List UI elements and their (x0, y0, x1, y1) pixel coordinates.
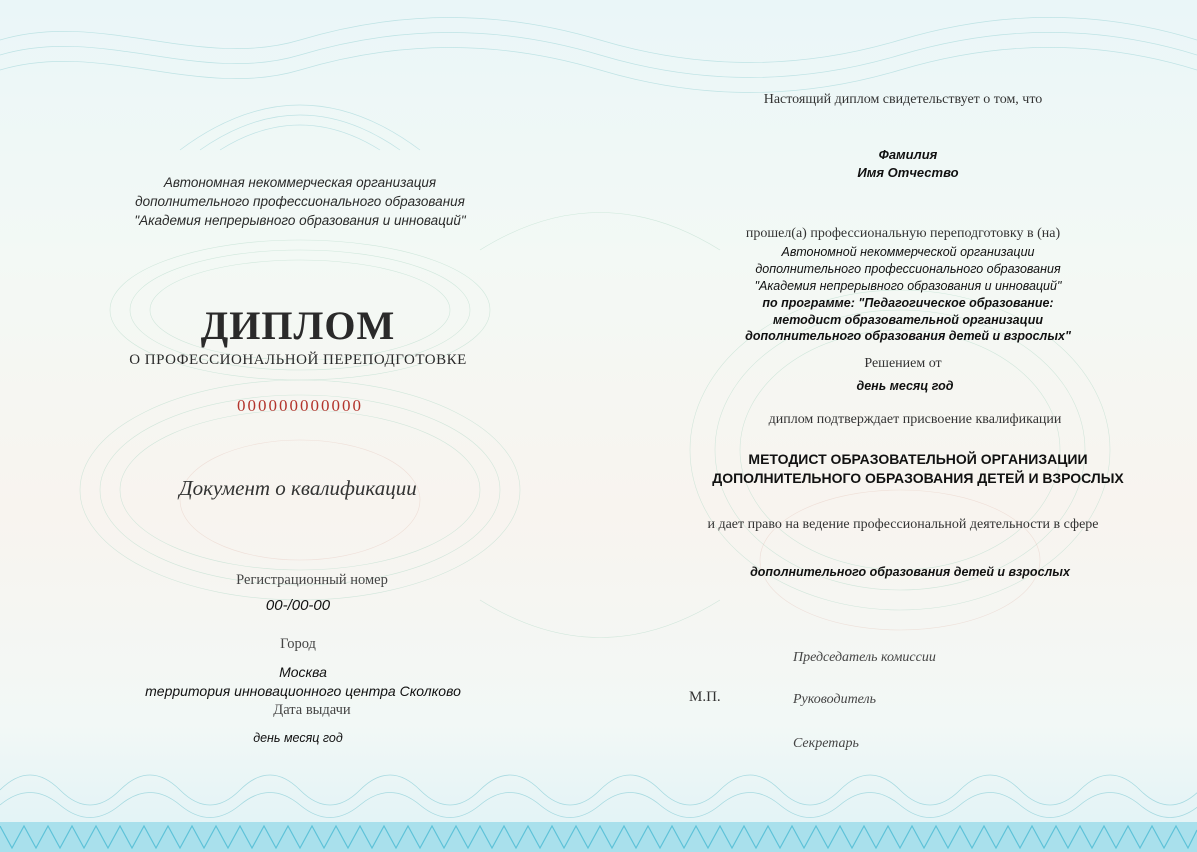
qualification-name (712, 450, 1124, 488)
head-signature-label: Руководитель (793, 692, 877, 707)
serial-number: 000000000000 (237, 396, 363, 415)
city-line: территория инновационного центра Сколково (145, 683, 461, 699)
secretary-signature-label: Секретарь (793, 736, 859, 751)
decision-date: день месяц год (856, 379, 954, 393)
city-line: Москва (279, 664, 327, 680)
program-name (745, 295, 1071, 345)
issue-date-label: Дата выдачи (273, 702, 351, 718)
qualification-confirm-text: диплом подтверждает присвоение квалификации (768, 412, 1062, 427)
right-organization (755, 244, 1062, 295)
left-organization (134, 173, 465, 230)
qualification-line: ДОПОЛНИТЕЛЬНОГО ОБРАЗОВАНИЯ ДЕТЕЙ И ВЗРОСЛЫХ (712, 470, 1124, 486)
city-label: Город (280, 636, 316, 652)
registration-number: 00-/00-00 (265, 597, 331, 614)
passed-text: прошел(а) профессиональную переподготовку в (на) (745, 226, 1061, 241)
program-line: дополнительного образования детей и взрослых" (745, 329, 1071, 343)
right-org-line: Автономной некоммерческой организации (781, 245, 1035, 259)
right-org-line: "Академия непрерывного образования и инноваций" (754, 279, 1062, 293)
recipient-surname: Фамилия (878, 147, 938, 162)
qualification-line: МЕТОДИСТ ОБРАЗОВАТЕЛЬНОЙ ОРГАНИЗАЦИИ (748, 451, 1088, 467)
city-value (145, 663, 461, 701)
left-org-line: дополнительного профессионального образования (135, 194, 465, 209)
left-org-line: Автономная некоммерческая организация (163, 175, 437, 190)
program-line: по программе: "Педагогическое образование: (762, 296, 1054, 310)
activity-right-text: и дает право на ведение профессиональной деятельности в сфере (707, 517, 1099, 532)
right-org-line: дополнительного профессионального образования (755, 262, 1061, 276)
left-org-line: "Академия непрерывного образования и инноваций" (134, 213, 466, 228)
document-type: Документ о квалификации (179, 476, 417, 500)
recipient-name-patronymic: Имя Отчество (857, 165, 959, 180)
decision-label: Решением от (864, 356, 942, 371)
issue-date-value: день месяц год (253, 731, 343, 745)
recipient-name (857, 146, 958, 182)
diploma-title: ДИПЛОМ (200, 303, 396, 348)
registration-label: Регистрационный номер (236, 572, 388, 588)
activity-sphere: дополнительного образования детей и взрослых (750, 565, 1070, 579)
intro-text: Настоящий диплом свидетельствует о том, что (763, 92, 1043, 107)
stamp-place: М.П. (689, 689, 721, 705)
program-line: методист образовательной организации (773, 312, 1043, 327)
chairman-signature-label: Председатель комиссии (793, 650, 936, 665)
diploma-subtitle: О ПРОФЕССИОНАЛЬНОЙ ПЕРЕПОДГОТОВКЕ (129, 352, 467, 368)
